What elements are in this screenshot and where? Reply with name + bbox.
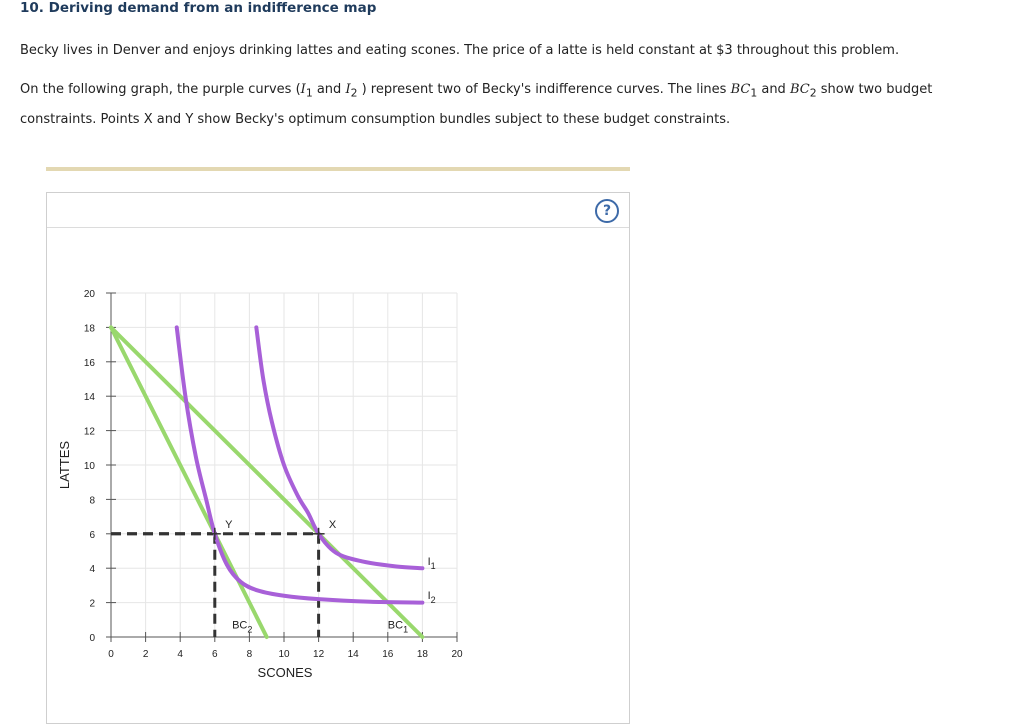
section-divider	[46, 167, 630, 171]
y-tick-label: 18	[83, 323, 95, 335]
y-tick-label: 0	[89, 633, 95, 644]
y-axis-label: LATTES	[57, 440, 72, 490]
x-tick-label: 8	[246, 649, 253, 660]
indifference-curve-i1	[256, 327, 422, 568]
i1-symbol: I	[300, 82, 306, 97]
x-axis-label: SCONES	[257, 665, 313, 680]
y-tick-label: 16	[83, 357, 95, 369]
i2-symbol: I	[345, 82, 351, 97]
bc1-symbol: BC	[730, 82, 751, 97]
problem-heading: 10. Deriving demand from an indifference map	[20, 0, 377, 16]
point-label-x: X	[328, 518, 337, 531]
x-tick-label: 20	[451, 649, 463, 660]
bc1-sub: 1	[750, 86, 758, 100]
bc2-symbol: BC	[789, 82, 810, 97]
y-tick-label: 12	[83, 426, 95, 438]
x-tick-label: 14	[347, 649, 359, 660]
i2-sub: 2	[350, 86, 358, 100]
point-label-y: Y	[225, 518, 233, 531]
x-tick-label: 12	[313, 649, 325, 660]
budget-label-bc2: $BC_2$	[232, 619, 253, 635]
x-tick-label: 16	[382, 649, 394, 660]
budget-line-bc1	[111, 327, 422, 637]
budget-constraint-lines	[111, 327, 422, 637]
curve-label-i2: $I_2$	[427, 590, 436, 606]
help-icon[interactable]: ?	[595, 199, 619, 223]
desc-text-1: On the following graph, the purple curves (	[20, 82, 301, 97]
bc2-sub: 2	[809, 86, 817, 100]
indifference-chart	[47, 193, 629, 723]
y-tick-label: 20	[83, 289, 95, 300]
x-tick-label: 4	[177, 649, 183, 660]
y-tick-label: 14	[83, 392, 95, 404]
description-paragraph	[20, 77, 980, 133]
budget-line-bc2	[111, 327, 267, 637]
desc-text-3: ) represent two of Becky's indifference curves. The lines	[357, 82, 731, 97]
x-tick-label: 6	[212, 649, 218, 660]
desc-text-2: and	[312, 82, 346, 97]
budget-label-bc1: $BC_1$	[387, 619, 409, 635]
x-tick-label: 0	[108, 649, 114, 660]
y-tick-label: 2	[89, 598, 95, 610]
x-tick-label: 10	[278, 649, 290, 660]
y-tick-label: 6	[89, 529, 95, 541]
x-tick-label: 18	[416, 649, 428, 660]
intro-paragraph: Becky lives in Denver and enjoys drinking lattes and eating scones. The price of a latte is held constant at $3 throughout this problem.	[20, 43, 900, 58]
y-tick-label: 10	[83, 461, 95, 472]
desc-text-5: show two budget constraints. Points X and Y show Becky's optimum consumption bundles subject to these budget constraints.	[20, 82, 933, 127]
y-tick-label: 4	[89, 564, 95, 576]
graph-panel	[46, 192, 630, 724]
y-tick-label: 8	[89, 495, 95, 507]
x-tick-label: 2	[142, 649, 149, 660]
curve-label-i1: $I_1$	[427, 555, 436, 571]
i1-sub: 1	[305, 86, 313, 100]
desc-text-4: and	[757, 82, 790, 97]
